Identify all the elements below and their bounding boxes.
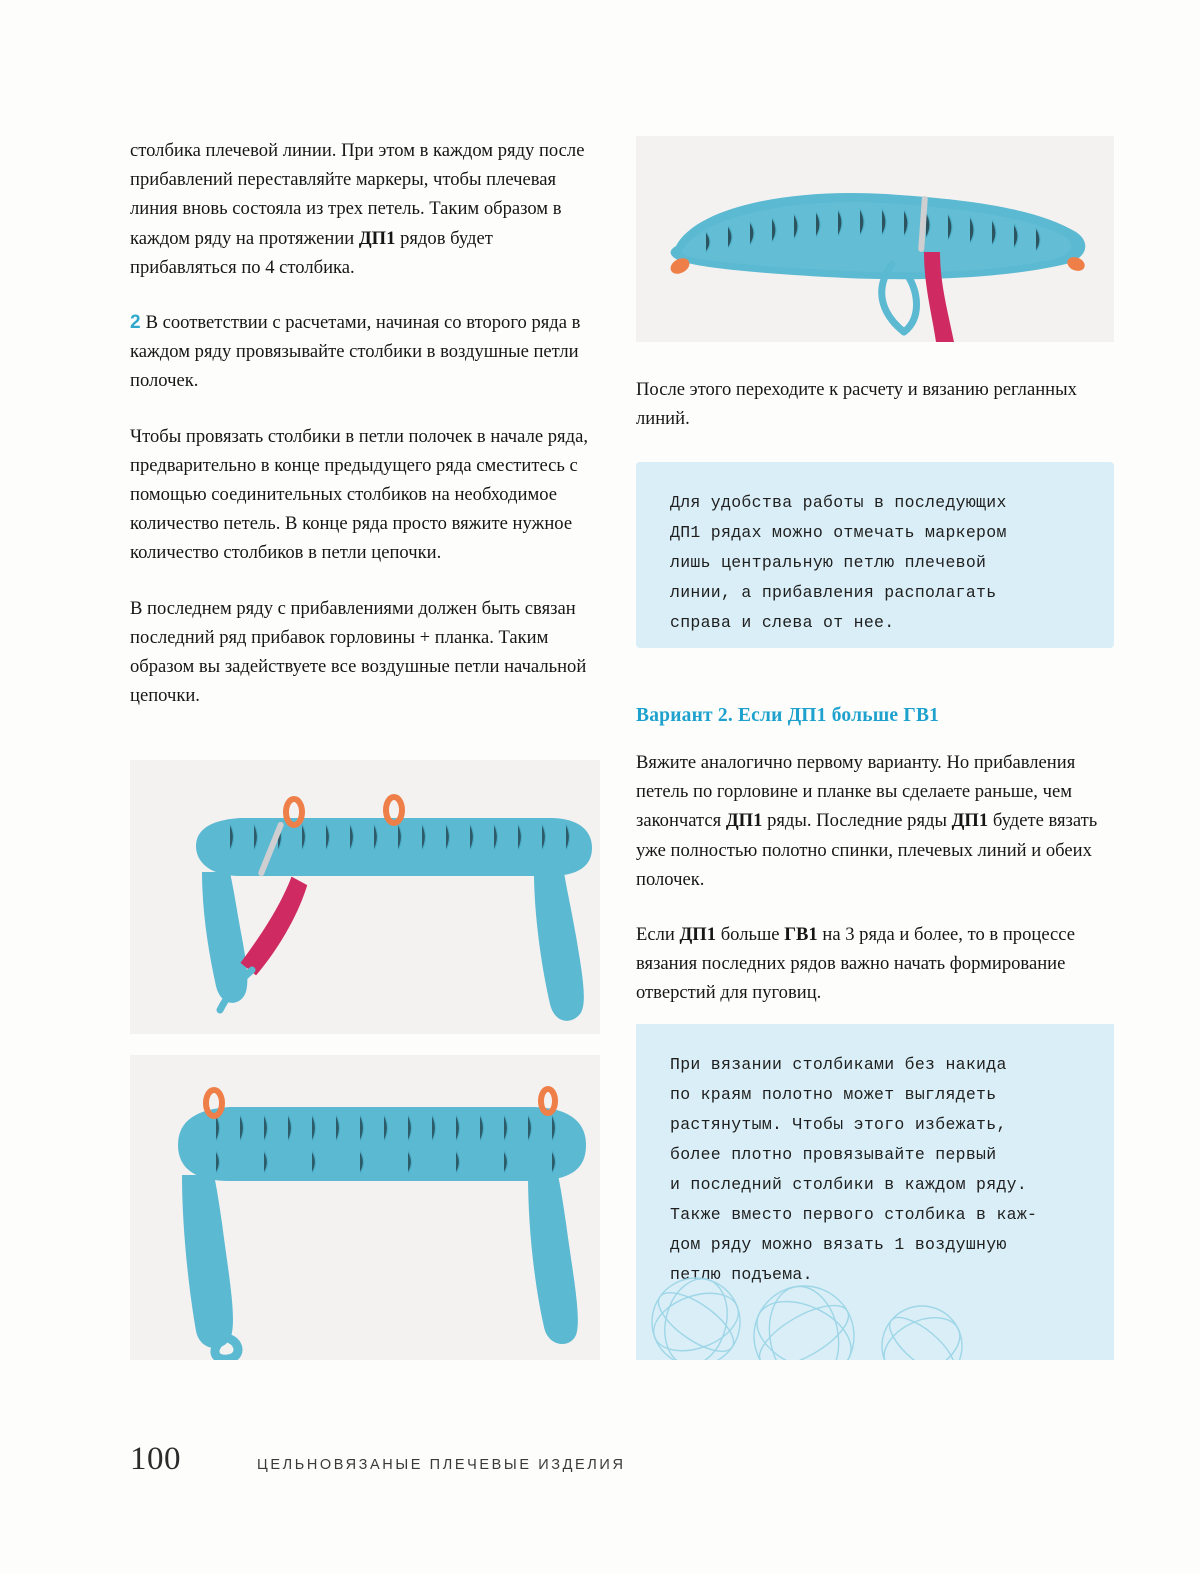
step-2-paragraph bbox=[130, 308, 600, 396]
paragraph-continuation: столбика плечевой линии. При этом в каждом ряду после прибавлений переставляйте маркеры, чтобы плечевая линия вновь состояла из трех петель. Таким образом в каждом ряду на протяжении ДП1 рядов будет прибавляться по 4 столбика. bbox=[130, 140, 585, 278]
right-text-block-1 bbox=[636, 375, 1114, 459]
photo-crochet-yoke bbox=[130, 1055, 600, 1360]
callout-line: Также вместо первого столбика в каж- bbox=[670, 1205, 1038, 1224]
page-footer bbox=[130, 1441, 1030, 1478]
left-text-column bbox=[130, 136, 600, 736]
callout-line: При вязании столбиками без накида bbox=[670, 1055, 1007, 1074]
paragraph-next-step: После этого переходите к расчету и вязанию регланных линий. bbox=[636, 379, 1077, 430]
callout-line: по краям полотно может выглядеть bbox=[670, 1085, 997, 1104]
paragraph-variant-2-intro: Вяжите аналогично первому варианту. Но прибавления петель по горловине и планке вы сделаете раньше, чем закончатся ДП1 ряды. Последние ряды ДП1 будете вязать уже полностью полотно спинки, плечевых линий и обеих полочек. bbox=[636, 752, 1098, 890]
tip-callout-markers bbox=[636, 462, 1114, 648]
tip-callout-tension bbox=[636, 1024, 1114, 1360]
photo-crochet-swatch-top bbox=[636, 136, 1114, 342]
callout-line: линии, а прибавления располагать bbox=[670, 583, 997, 602]
photo-left-bottom-graphic bbox=[130, 1055, 600, 1360]
photo-left-mid-graphic bbox=[130, 760, 600, 1034]
section-heading-variant-2: Вариант 2. Если ДП1 больше ГВ1 bbox=[636, 705, 940, 726]
callout-line: более плотно провязывайте первый bbox=[670, 1145, 997, 1164]
paragraph-last-row: В последнем ряду с прибавлениями должен быть связан последний ряд прибавок горловины + планка. Таким образом вы задействуете все воздушные петли начальной цепочки. bbox=[130, 597, 587, 707]
callout-line: ДП1 рядах можно отмечать маркером bbox=[670, 523, 1007, 542]
photo-top-graphic bbox=[636, 136, 1114, 342]
callout-line: справа и слева от нее. bbox=[670, 613, 895, 632]
callout-line: лишь центральную петлю плечевой bbox=[670, 553, 987, 572]
page-number: 100 bbox=[130, 1441, 181, 1477]
paragraph-buttonholes: Если ДП1 больше ГВ1 на 3 ряда и более, то в процессе вязания последних рядов важно начать формирование отверстий для пуговиц. bbox=[636, 924, 1076, 1004]
callout-line: петлю подъема. bbox=[670, 1265, 813, 1284]
right-text-block-2 bbox=[636, 748, 1114, 1034]
callout-line: дом ряду можно вязать 1 воздушную bbox=[670, 1235, 1007, 1254]
callout-line: Для удобства работы в последующих bbox=[670, 493, 1007, 512]
photo-crochet-rectangle bbox=[130, 760, 600, 1034]
step-2-text: В соответствии с расчетами, начиная со второго ряда в каждом ряду провязывайте столбики в воздушные петли полочек. bbox=[130, 312, 581, 392]
running-head-title: ЦЕЛЬНОВЯЗАНЫЕ ПЛЕЧЕВЫЕ ИЗДЕЛИЯ bbox=[257, 1457, 626, 1473]
paragraph-join-method: Чтобы провязать столбики в петли полочек в начале ряда, предварительно в конце предыдущего ряда сместитесь с помощью соединительных столбиков на необходимое количество петель. В конце ряда просто вяжите нужное количество столбиков в петли цепочки. bbox=[130, 425, 588, 564]
step-number: 2 bbox=[130, 312, 141, 334]
callout-line: растянутым. Чтобы этого избежать, bbox=[670, 1115, 1007, 1134]
callout-line: и последний столбики в каждом ряду. bbox=[670, 1175, 1028, 1194]
